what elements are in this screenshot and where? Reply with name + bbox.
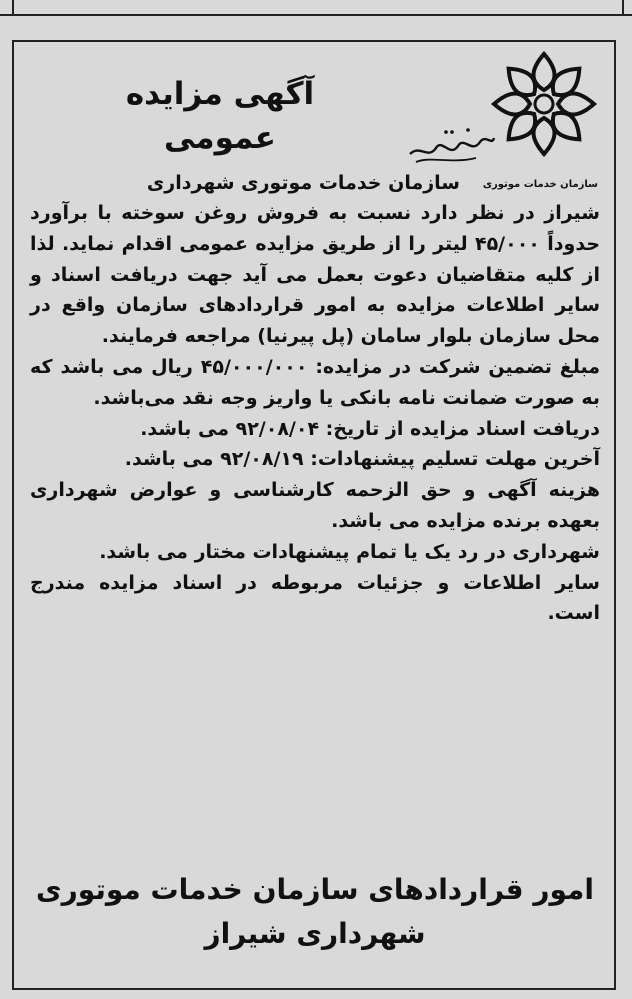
shiraz-municipality-logo-icon	[488, 48, 600, 160]
notice-lead-line: سازمان خدمات موتوری شهرداری	[146, 172, 460, 194]
issuer-city-line: شهرداری شیراز	[204, 917, 426, 950]
issuer-line: امور قراردادهای سازمان خدمات موتوری	[36, 873, 594, 906]
body-paragraph: مبلغ تضمین شرکت در مزایده: ۴۵/۰۰۰/۰۰۰ ریال می باشد که به صورت ضمانت نامه بانکی یا واریز وجه نقد می‌باشد.	[30, 355, 601, 409]
body-paragraph: شیراز در نظر دارد نسبت به فروش روغن سوخته با برآورد حدوداً ۴۵/۰۰۰ لیتر را از طریق مزایده عمومی اقدام نماید. لذا از کلیه متقاضیان دعوت بعمل می آید جهت دریافت اسناد و سایر اطلاعات مزایده به امور قراردادهای سازمان واقع در محل سازمان بلوار سامان (پل پیرنیا) مراجعه فرمایند.	[30, 202, 601, 348]
organization-caption: سازمان خدمات موتوری	[482, 179, 598, 190]
notice-title: آگهی مزایده عمومی	[125, 76, 315, 156]
body-paragraph: آخرین مهلت تسلیم پیشنهادات: ۹۲/۰۸/۱۹ می باشد.	[124, 448, 600, 471]
notice-body	[30, 198, 600, 629]
divider-tick	[12, 0, 14, 14]
body-paragraph: دریافت اسناد مزایده از تاریخ: ۹۲/۰۸/۰۴ می باشد.	[140, 417, 600, 440]
top-divider	[0, 0, 632, 16]
body-paragraph: سایر اطلاعات و جزئیات مربوطه در اسناد مزایده مندرج است.	[30, 571, 600, 625]
body-paragraph: هزینه آگهی و حق الزحمه کارشناسی و عوارض شهرداری بعهده برنده مزایده می باشد.	[30, 479, 600, 532]
body-paragraph: شهرداری در رد یک یا تمام پیشنهادات مختار می باشد.	[99, 540, 600, 563]
divider-tick	[622, 0, 624, 14]
calligraphy-signature-icon	[406, 124, 496, 166]
